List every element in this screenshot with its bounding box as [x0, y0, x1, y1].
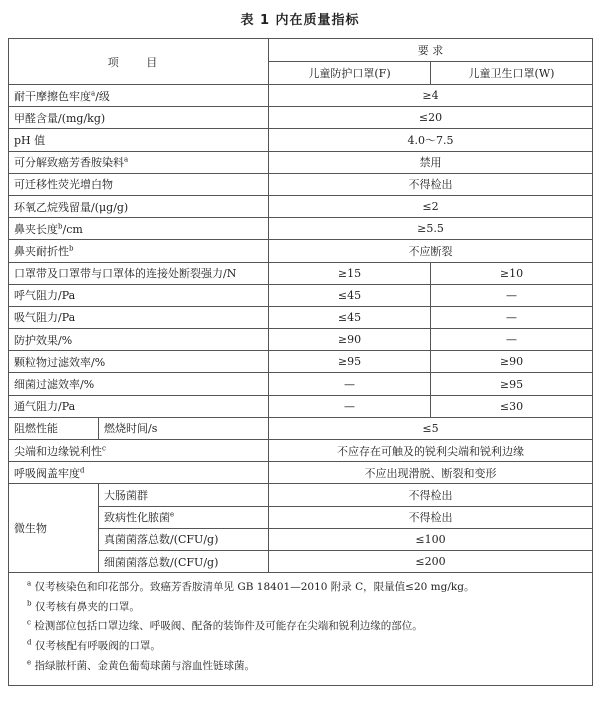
- value-cell-f: ≥90: [269, 329, 431, 351]
- footnote-mark: a: [27, 579, 32, 588]
- row-label: [9, 284, 269, 306]
- row-label: [9, 395, 269, 417]
- row-label: [99, 550, 269, 572]
- row-label: [99, 506, 269, 528]
- table-row: [9, 151, 593, 173]
- table-row: [9, 85, 593, 107]
- footnote-mark: a: [91, 88, 96, 97]
- footnote: [27, 637, 574, 657]
- footnote-mark: b: [58, 222, 63, 231]
- row-label: [9, 306, 269, 328]
- footnote-text: 仅考核有鼻夹的口罩。: [34, 600, 140, 613]
- table-row-flame: [9, 417, 593, 439]
- value-cell: 不应出现滑脱、断裂和变形: [269, 462, 593, 484]
- table-row-valve: [9, 462, 593, 484]
- row-label: [9, 329, 269, 351]
- value-cell-f: —: [269, 373, 431, 395]
- footnote: [27, 657, 574, 677]
- footnote: [27, 578, 574, 598]
- quality-table: [8, 38, 593, 686]
- label-text: 甲醛含量: [14, 111, 58, 125]
- header-col-f: 儿童防护口罩(F): [269, 62, 431, 85]
- footnote-text: 指绿脓杆菌、金黄色葡萄球菌与溶血性链球菌。: [34, 659, 255, 672]
- label-text: 可分解致癌芳香胺染料: [14, 156, 124, 170]
- value-cell-w: ≤30: [431, 395, 593, 417]
- label-text: 细菌过滤效率: [14, 378, 80, 392]
- footnote-text: 仅考核染色和印花部分。致癌芳香胺清单见 GB 18401—2010 附录 C，限量值≤20 mg/kg。: [34, 581, 475, 594]
- value-cell-f: —: [269, 395, 431, 417]
- row-label: [9, 129, 269, 151]
- value-cell: ≤100: [269, 528, 593, 550]
- value-cell-f: ≥15: [269, 262, 431, 284]
- table-row: [9, 306, 593, 328]
- unit-text: /(mg/kg): [58, 111, 106, 125]
- value-cell: 不得检出: [269, 484, 593, 506]
- header-row: [9, 39, 593, 62]
- label-text: pH 值: [14, 133, 46, 147]
- footnotes: [9, 573, 593, 686]
- label-text: 环氧乙烷残留量: [14, 200, 91, 214]
- table-row: [9, 373, 593, 395]
- footnote-mark: e: [27, 658, 32, 666]
- unit-text: /级: [95, 89, 110, 103]
- value-cell-f: ≤45: [269, 306, 431, 328]
- value-cell-w: —: [431, 306, 593, 328]
- label-text: 尖端和边缘锐利性: [14, 444, 102, 458]
- value-cell: ≤2: [269, 195, 593, 217]
- table-row: [9, 262, 593, 284]
- unit-text: /%: [91, 355, 106, 369]
- value-cell-f: ≤45: [269, 284, 431, 306]
- table-row: [9, 240, 593, 262]
- header-col-w: 儿童卫生口罩(W): [431, 62, 593, 85]
- value-cell: ≤5: [269, 417, 593, 439]
- label-text: 吸气阻力: [14, 311, 58, 325]
- label-text: 口罩带及口罩带与口罩体的连接处断裂强力: [14, 267, 223, 281]
- footnote-mark: a: [124, 155, 129, 164]
- footnote-mark: b: [27, 599, 32, 608]
- value-cell-f: ≥95: [269, 351, 431, 373]
- row-label: [9, 462, 269, 484]
- value-cell: 不得检出: [269, 173, 593, 195]
- value-cell-w: —: [431, 329, 593, 351]
- unit-text: /(μg/g): [91, 200, 129, 214]
- value-cell-w: ≥90: [431, 351, 593, 373]
- row-label: [9, 440, 269, 462]
- footnote-mark: b: [69, 244, 74, 253]
- row-label: [9, 107, 269, 129]
- table-row: [9, 129, 593, 151]
- value-cell: ≥4: [269, 85, 593, 107]
- label-text: 呼吸阀盖牢度: [14, 466, 80, 480]
- value-cell-w: ≥95: [431, 373, 593, 395]
- table-row: [9, 284, 593, 306]
- table-row-edge: [9, 440, 593, 462]
- value-cell: 4.0～7.5: [269, 129, 593, 151]
- value-cell: 不应存在可触及的锐利尖端和锐利边缘: [269, 440, 593, 462]
- row-label: [9, 151, 269, 173]
- row-label: [9, 195, 269, 217]
- unit-text: /Pa: [58, 311, 76, 325]
- label-text: 细菌菌落总数/(CFU/g): [104, 555, 219, 569]
- unit-text: /cm: [62, 222, 83, 236]
- header-requirement: 要 求: [269, 39, 593, 62]
- value-cell: ≤200: [269, 550, 593, 572]
- value-cell: ≤20: [269, 107, 593, 129]
- header-item: 项 目: [9, 39, 269, 85]
- unit-text: /%: [58, 333, 73, 347]
- row-label: [9, 351, 269, 373]
- label-text: 鼻夹耐折性: [14, 244, 69, 258]
- unit-text: /N: [223, 267, 237, 281]
- footnote-text: 检测部位包括口罩边缘、呼吸阀、配备的装饰件及可能存在尖端和锐利边缘的部位。: [34, 620, 423, 633]
- row-label: [9, 85, 269, 107]
- footnote-mark: d: [80, 466, 85, 475]
- footnote-mark: e: [170, 510, 175, 519]
- table-row: [9, 351, 593, 373]
- row-label: [9, 218, 269, 240]
- footnote: [27, 617, 574, 637]
- group-label-flame: 阻燃性能: [9, 417, 99, 439]
- row-label: [9, 262, 269, 284]
- row-label: [9, 173, 269, 195]
- table-row: [9, 195, 593, 217]
- row-label: [99, 484, 269, 506]
- row-label: [9, 240, 269, 262]
- table-row: [9, 218, 593, 240]
- value-cell: 不应断裂: [269, 240, 593, 262]
- table-row: [9, 329, 593, 351]
- unit-text: /Pa: [58, 289, 76, 303]
- value-cell: 不得检出: [269, 506, 593, 528]
- value-cell: 禁用: [269, 151, 593, 173]
- label-text: 鼻夹长度: [14, 222, 58, 236]
- table-row: [9, 173, 593, 195]
- footnote-mark: d: [27, 638, 32, 647]
- label-text: 呼气阻力: [14, 289, 58, 303]
- row-label: [9, 373, 269, 395]
- row-label: [99, 528, 269, 550]
- table-row: [9, 107, 593, 129]
- label-text: 通气阻力: [14, 400, 58, 414]
- label-text: 颗粒物过滤效率: [14, 355, 91, 369]
- table-row: [9, 395, 593, 417]
- table-caption: 表 1 内在质量指标: [240, 13, 360, 28]
- label-text: 耐干摩擦色牢度: [14, 89, 91, 103]
- label-text: 真菌菌落总数/(CFU/g): [104, 533, 219, 547]
- footnote-mark: c: [27, 618, 31, 627]
- footnote-mark: c: [102, 443, 106, 452]
- label-text: 防护效果: [14, 333, 58, 347]
- footnote: [27, 598, 574, 618]
- label-text: 可迁移性荧光增白物: [14, 178, 113, 192]
- value-cell: ≥5.5: [269, 218, 593, 240]
- table-row-micro: [9, 484, 593, 506]
- label-text: 大肠菌群: [104, 488, 148, 502]
- unit-text: /%: [80, 378, 95, 392]
- unit-text: /Pa: [58, 400, 76, 414]
- group-label-micro: 微生物: [9, 484, 99, 573]
- notes-row: [9, 573, 593, 686]
- label-text: 致病性化脓菌: [104, 511, 170, 525]
- value-cell-w: —: [431, 284, 593, 306]
- row-label: 燃烧时间/s: [99, 417, 269, 439]
- footnote-text: 仅考核配有呼吸阀的口罩。: [34, 639, 161, 652]
- value-cell-w: ≥10: [431, 262, 593, 284]
